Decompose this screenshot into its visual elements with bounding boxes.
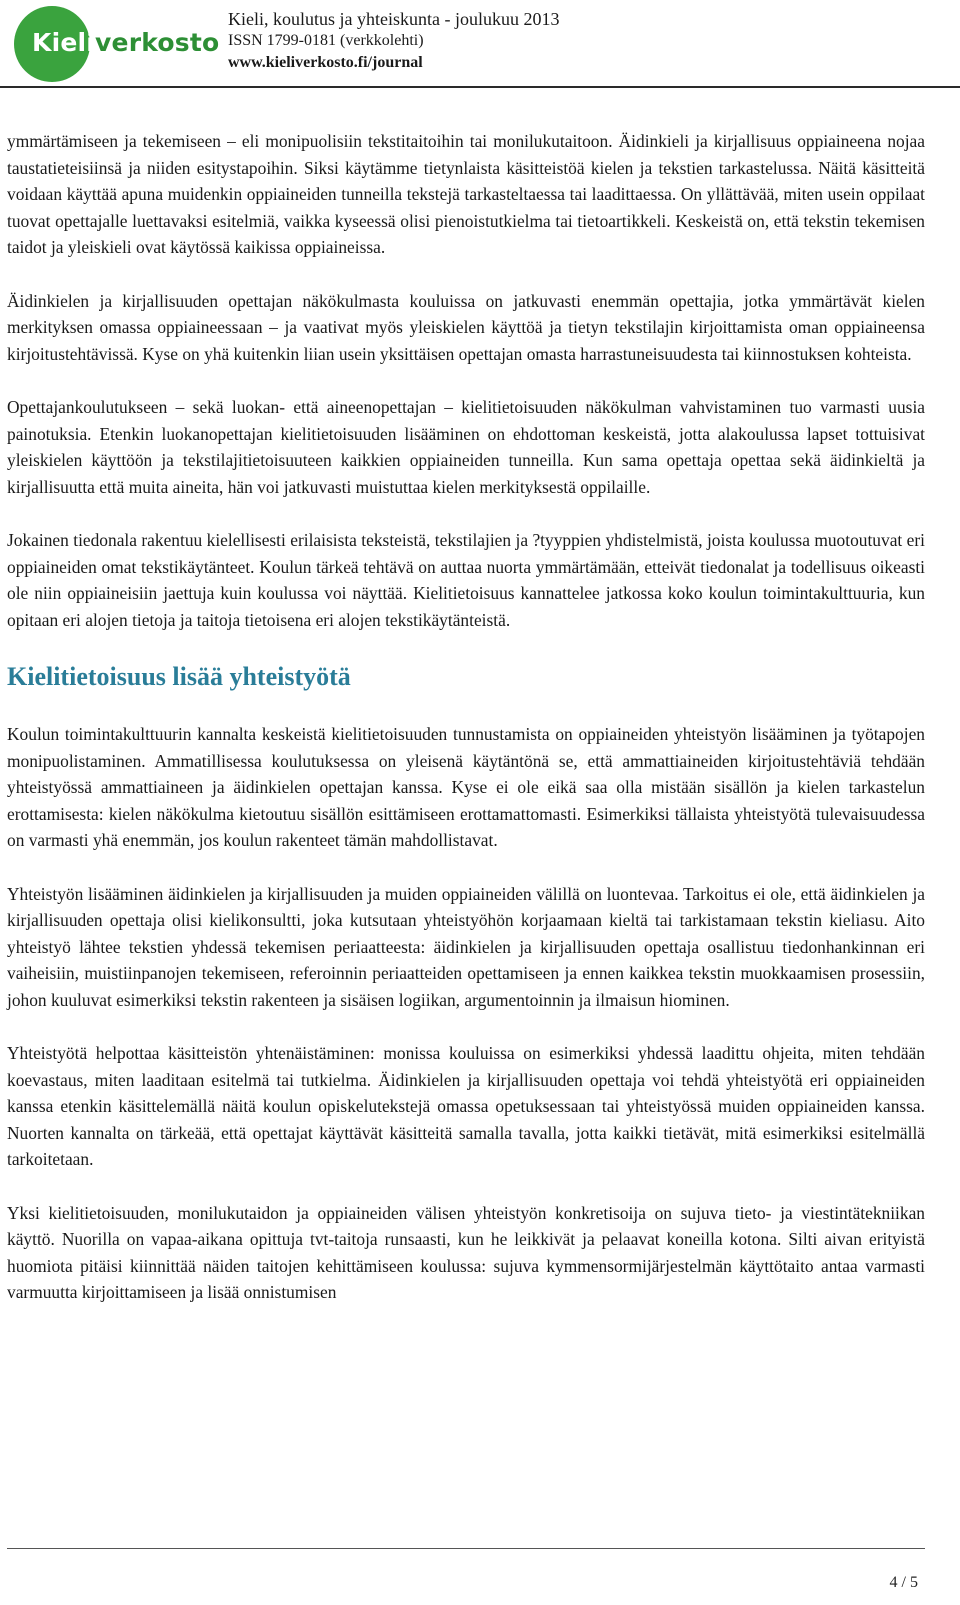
logo-wordmark bbox=[32, 28, 219, 57]
page-header bbox=[0, 0, 960, 90]
section-heading: Kielitietoisuus lisää yhteistyötä bbox=[7, 662, 351, 691]
kieliverkosto-logo[interactable] bbox=[14, 6, 234, 82]
article-body bbox=[7, 128, 925, 1333]
paragraph: Äidinkielen ja kirjallisuuden opettajan näkökulmasta kouluissa on jatkuvasti enemmän opettajia, jotka ymmärtävät kielen merkityksen omassa oppiaineessaan – ja vaativat myös yleiskielen käyttöä ja tietyn tekstilajin kirjoittamista oman oppiaineensa kirjoitustehtävissä. Kyse on yhä kuitenkin liian usein yksittäisen opettajan omasta harrastuneisuudesta tai kiinnostuksen kohteista. bbox=[7, 290, 925, 364]
paragraph: ymmärtämiseen ja tekemiseen – eli monipuolisiin tekstitaitoihin tai monilukutaitoon. Äidinkieli ja kirjallisuus oppiaineena nojaa taustatieteisiinsä ja niiden esitystapoihin. Siksi käytämme tietynlaista käsitteistöä kielen ja tekstien tarkastelussa. Näitä käsitteitä voidaan käyttää apuna muidenkin oppiaineiden tunneilla tekstejä tarkasteltaessa tai laadittaessa. On yllättävää, miten usein oppilaat tuovat opettajalle luettavaksi esitelmiä, vaikka kyseessä olisi pienoistutkielma tai tietoartikkeli. Keskeistä on, että tekstin tekemisen taidot ja yleiskieli ovat käytössä kaikissa oppiaineissa. bbox=[7, 131, 925, 257]
header-divider bbox=[0, 86, 960, 88]
journal-website-link[interactable]: www.kieliverkosto.fi/journal bbox=[228, 54, 423, 71]
footer-divider bbox=[7, 1548, 925, 1549]
paragraph: Opettajankoulutukseen – sekä luokan- että aineenopettajan – kielitietoisuuden näkökulman vahvistaminen tuo varmasti uusia painotuksia. Etenkin luokanopettajan kielitietoisuuden lisääminen on ehdottoman keskeistä, jotta alakoulussa lapset tottuisivat yleiskielen käyttöön ja tekstilajitietoisuuteen kaikkien oppiaineiden tunneilla. Kun sama opettaja opettaa sekä äidinkieltä ja kirjallisuutta että muita aineita, hän voi jatkuvasti muistuttaa kielen merkityksestä oppilaille. bbox=[7, 397, 925, 497]
paragraph: Yhteistyötä helpottaa käsitteistön yhtenäistäminen: monissa kouluissa on esimerkiksi yhdessä laadittu ohjeita, miten tehdään koevastaus, miten laaditaan esitelmä tai tutkielma. Äidinkielen ja kirjallisuuden opettaja voi tehdä yhteistyötä eri oppiaineiden kanssa etenkin käsittelemällä näitä koulun opiskelutekstejä omassa opetuksessaan tai yhteistyössä muiden oppiaineiden kanssa. Nuorten kannalta on tärkeää, että opettajat käyttävät käsitteitä samalla tavalla, jotta kaikki tietävät, mitä esimerkiksi esitelmällä tarkoitetaan. bbox=[7, 1043, 925, 1169]
journal-issn: ISSN 1799-0181 (verkkolehti) bbox=[228, 32, 424, 49]
logo-text-part2: verkosto bbox=[95, 28, 220, 57]
paragraph: Yhteistyön lisääminen äidinkielen ja kirjallisuuden ja muiden oppiaineiden välillä on luontevaa. Tarkoitus ei ole, että äidinkielen ja kirjallisuuden opettaja olisi kielikonsultti, joka kutsutaan yhteistyöhön korjaamaan kieltä tai tarkistamaan tekstin kieliasu. Aito yhteistyö lähtee tekstien yhdessä tekemisen periaatteesta: äidinkielen ja kirjallisuuden opettaja osallistuu tiedonhankinnan eri vaiheisiin, muistiinpanojen tekemiseen, referoinnin periaatteiden opettamiseen ja ennen kaikkea tekstin muokkaamisen prosessiin, johon kuuluvat esimerkiksi tekstin rakenteen ja sisäisen logiikan, argumentoinnin ja ilmaisun hiominen. bbox=[7, 883, 925, 1010]
journal-title: Kieli, koulutus ja yhteiskunta - joulukuu 2013 bbox=[228, 9, 560, 29]
journal-info bbox=[228, 8, 559, 74]
paragraph: Jokainen tiedonala rakentuu kielellisesti erilaisista teksteistä, tekstilajien ja ?tyyppien yhdistelmistä, joista koulussa muotoutuvat eri oppiaineiden omat tekstikäytänteet. Koulun tärkeä tehtävä on auttaa nuorta ymmärtämään, etteivät tiedonalat ja todellisuus oikeasti ole niin oppiaineisiin jaettuja kuin koulussa voi näyttää. Kielitietoisuus kannattelee jatkossa koko koulun toimintakulttuuria, kun opitaan eri alojen tietoja ja taitoja tietoisena eri alojen tekstikäytänteistä. bbox=[7, 530, 925, 630]
page-number: 4 / 5 bbox=[889, 1574, 918, 1591]
logo-text-part1: Kieli bbox=[32, 28, 96, 57]
paragraph: Koulun toimintakulttuurin kannalta keskeistä kielitietoisuuden tunnustamista on oppiaineiden yhteistyön lisääminen ja työtapojen monipuolistaminen. Ammatillisessa koulutuksessa on yleisenä käytäntönä se, että ammattiaineiden kirjoitustehtäviä tehdään yhteistyössä ammattiaineen ja äidinkielen opettajan kanssa. Kyse ei ole eikä saa olla mistään sisällön ja kielen tarkastelun erottamisesta: kielen näkökulma kietoutuu sisällön esittämiseen erottamattomasti. Esimerkiksi tällaista yhteistyötä tulevaisuudessa on varmasti yhä enemmän, jos koulun rakenteet tämän mahdollistavat. bbox=[7, 724, 925, 850]
paragraph: Yksi kielitietoisuuden, monilukutaidon ja oppiaineiden välisen yhteistyön konkretisoija on sujuva tieto- ja viestintätekniikan käyttö. Nuorilla on vapaa-aikana opittuja tvt-taitoja runsaasti, kun he leikkivät ja pelaavat koneilla kotona. Silti aivan erityistä huomiota pitäisi kiinnittää näiden taitojen kehittämiseen koulussa: sujuva kymmensormijärjestelmän käyttötaito antaa varmasti varmuutta kirjoittamiseen ja lisää onnistumisen bbox=[7, 1202, 925, 1302]
